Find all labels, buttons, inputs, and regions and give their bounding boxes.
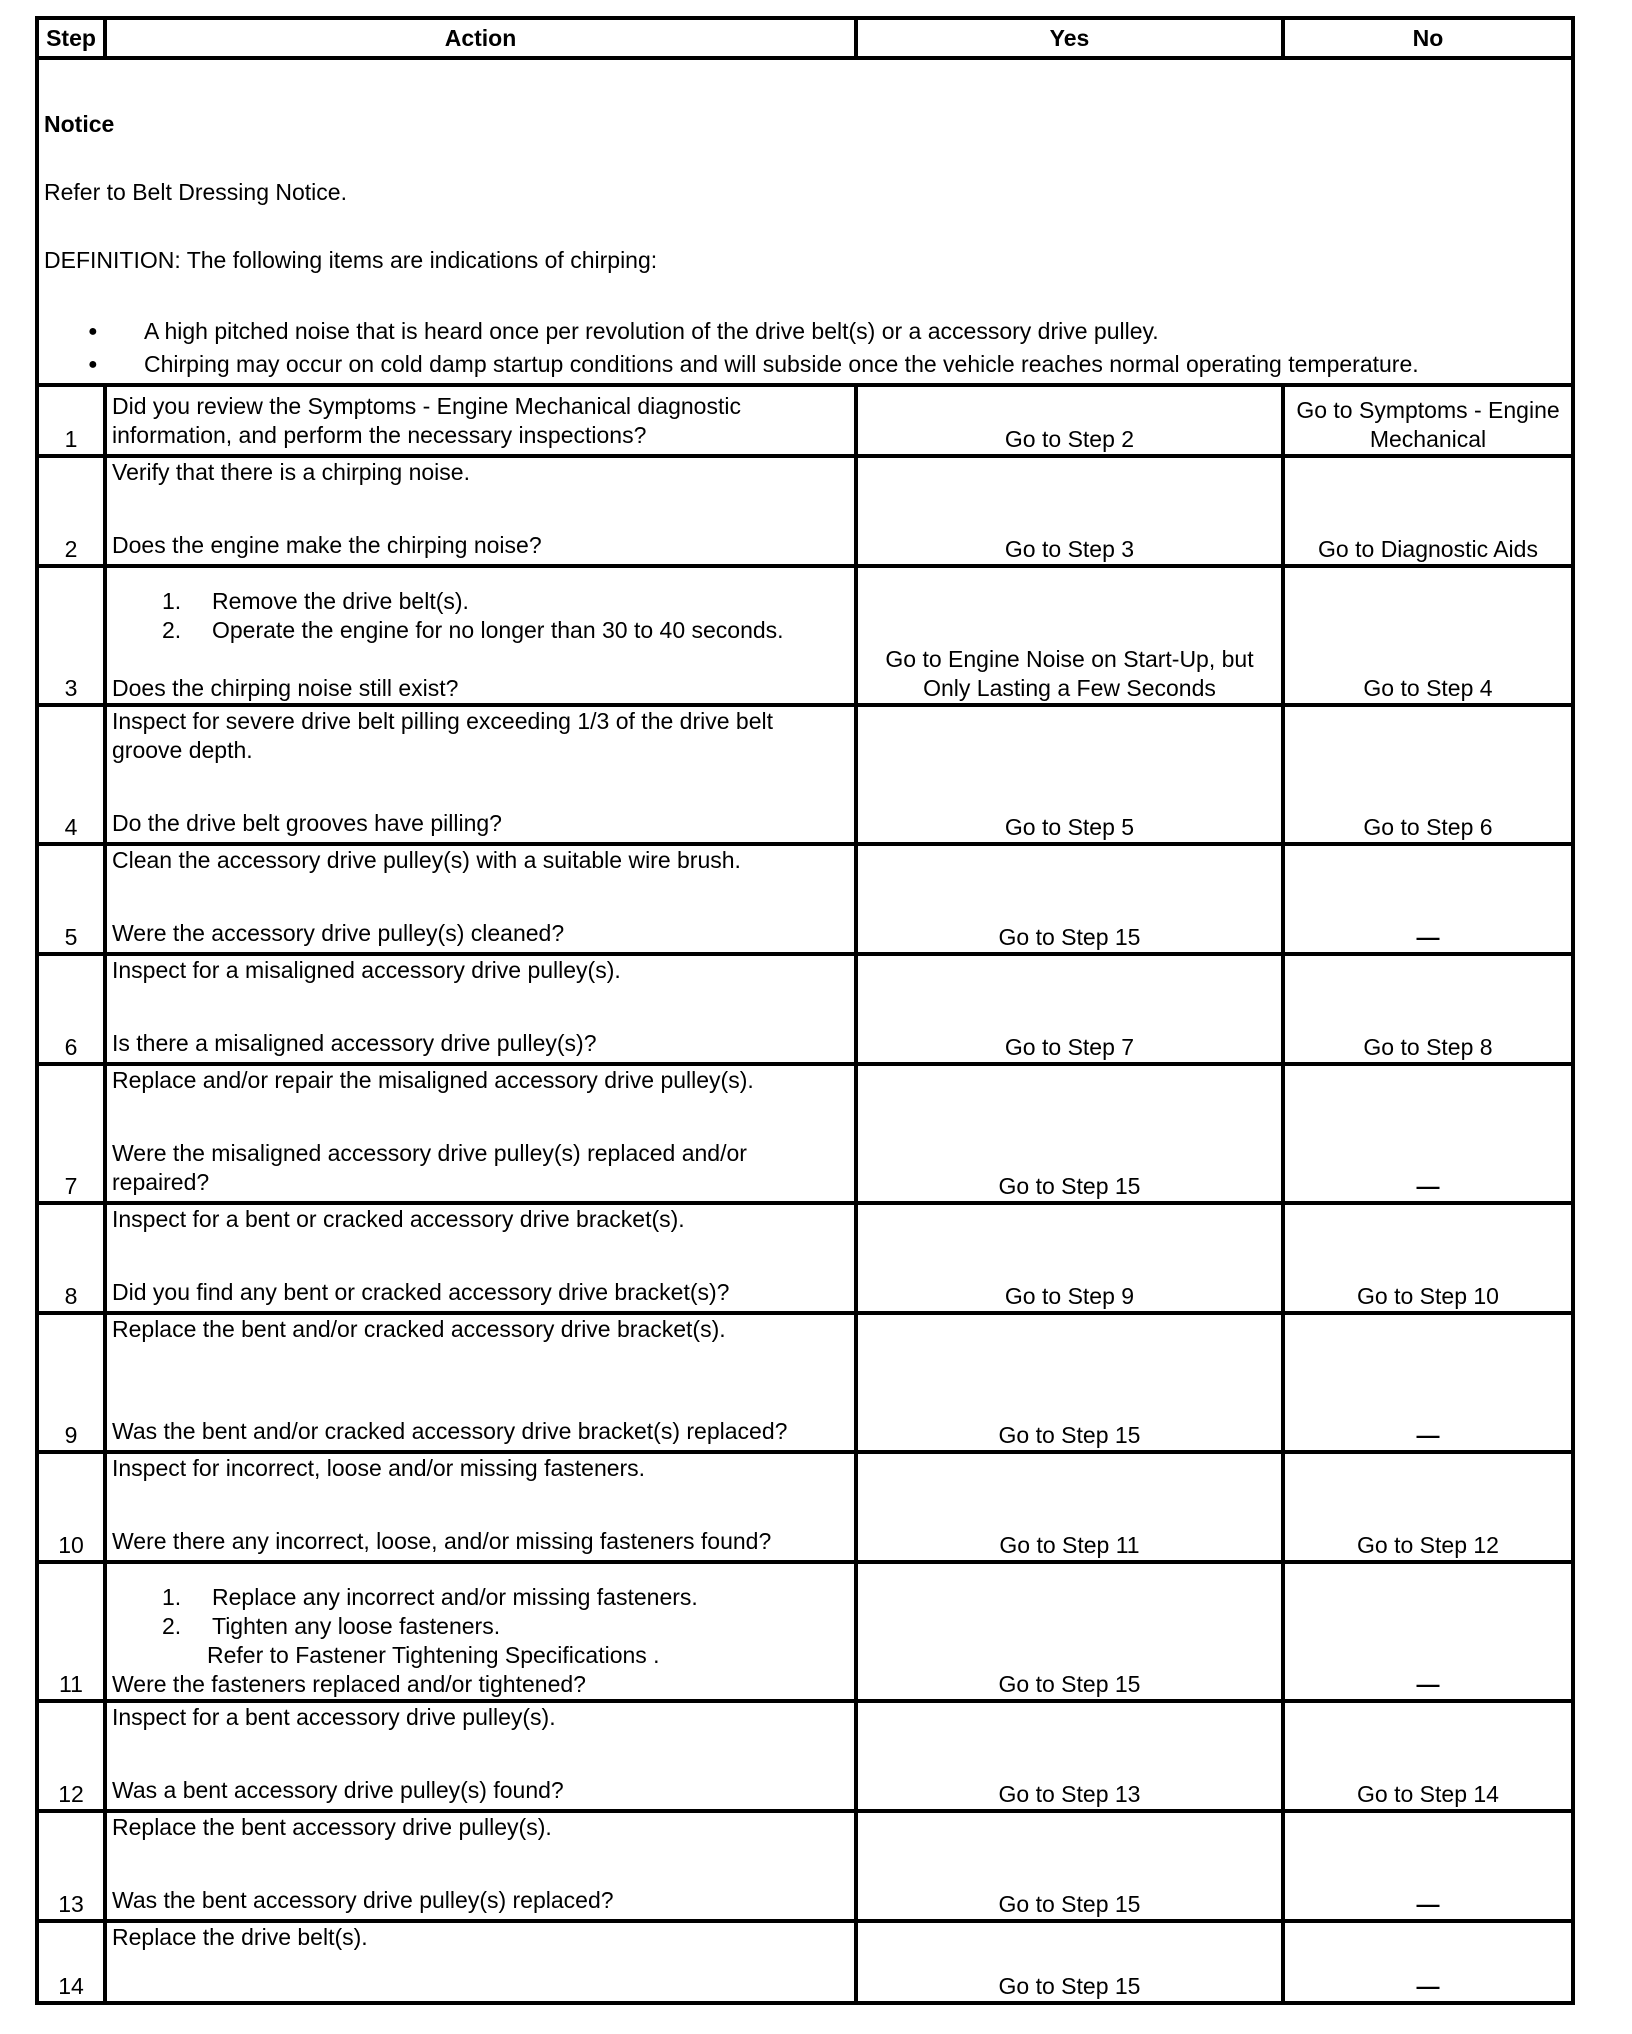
action-question: Was the bent accessory drive pulley(s) replaced? bbox=[112, 1887, 614, 1913]
action-instruction: Replace the bent and/or cracked accessory drive bracket(s). bbox=[112, 1316, 726, 1342]
header-action: Action bbox=[105, 18, 856, 58]
step-number: 4 bbox=[37, 705, 105, 844]
list-text: Tighten any loose fasteners. bbox=[212, 1613, 501, 1639]
step-row bbox=[37, 1064, 1573, 1203]
action-text: Did you review the Symptoms - Engine Mechanical diagnostic information, and perform the necessary inspections? bbox=[112, 392, 741, 448]
yes-result-link[interactable]: Go to Step 15 bbox=[856, 1064, 1283, 1203]
action-list-item bbox=[112, 1583, 849, 1612]
action-list bbox=[112, 587, 849, 645]
notice-bullet-list bbox=[44, 317, 1566, 379]
yes-result-link[interactable]: Go to Step 13 bbox=[856, 1701, 1283, 1811]
action-question: Did you find any bent or cracked accessory drive bracket(s)? bbox=[112, 1279, 730, 1305]
action-question: Was a bent accessory drive pulley(s) found? bbox=[112, 1777, 564, 1803]
step-action bbox=[105, 385, 856, 456]
action-wrap bbox=[112, 1703, 849, 1805]
action-wrap bbox=[112, 956, 849, 1058]
list-text: Operate the engine for no longer than 30 to 40 seconds. bbox=[212, 617, 784, 643]
no-result-none: — bbox=[1283, 1921, 1573, 2003]
action-wrap bbox=[112, 1454, 849, 1556]
notice-bullet: ● Chirping may occur on cold damp startup conditions and will subside once the vehicle reaches normal operating temperature. bbox=[88, 350, 1566, 379]
notice-row bbox=[37, 58, 1573, 385]
no-result-none: — bbox=[1283, 844, 1573, 954]
list-number: 1. bbox=[162, 1584, 182, 1610]
step-action bbox=[105, 1452, 856, 1562]
no-result-link[interactable]: Go to Step 8 bbox=[1283, 954, 1573, 1064]
action-list-item bbox=[112, 1612, 849, 1641]
action-wrap bbox=[112, 1315, 849, 1446]
step-row bbox=[37, 385, 1573, 456]
step-number: 9 bbox=[37, 1313, 105, 1452]
diagnostic-table bbox=[35, 16, 1575, 2005]
yes-result-link[interactable]: Go to Step 15 bbox=[856, 1562, 1283, 1701]
action-instruction: Replace the drive belt(s). bbox=[112, 1924, 368, 1950]
step-number: 1 bbox=[37, 385, 105, 456]
step-number: 5 bbox=[37, 844, 105, 954]
list-number: 1. bbox=[162, 588, 182, 614]
yes-result-link[interactable]: Go to Step 5 bbox=[856, 705, 1283, 844]
action-list bbox=[112, 1583, 849, 1641]
action-question: Were the fasteners replaced and/or tightened? bbox=[112, 1671, 586, 1697]
yes-result-link[interactable]: Go to Step 2 bbox=[856, 385, 1283, 456]
action-instruction: Inspect for a bent or cracked accessory drive bracket(s). bbox=[112, 1206, 685, 1232]
step-action bbox=[105, 844, 856, 954]
header-step: Step bbox=[37, 18, 105, 58]
no-result-link[interactable]: Go to Step 4 bbox=[1283, 566, 1573, 705]
step-row bbox=[37, 1203, 1573, 1313]
action-wrap bbox=[112, 707, 849, 838]
action-instruction: Inspect for severe drive belt pilling exceeding 1/3 of the drive belt groove depth. bbox=[112, 708, 773, 763]
step-number: 11 bbox=[37, 1562, 105, 1701]
step-action bbox=[105, 1701, 856, 1811]
action-question: Do the drive belt grooves have pilling? bbox=[112, 810, 502, 836]
notice-title: Notice bbox=[44, 111, 115, 137]
step-row bbox=[37, 1921, 1573, 2003]
step-row bbox=[37, 844, 1573, 954]
no-result-none: — bbox=[1283, 1313, 1573, 1452]
action-instruction: Inspect for a misaligned accessory drive pulley(s). bbox=[112, 957, 621, 983]
yes-result-link[interactable]: Go to Engine Noise on Start-Up, but Only Lasting a Few Seconds bbox=[856, 566, 1283, 705]
step-row bbox=[37, 566, 1573, 705]
list-number: 2. bbox=[162, 617, 182, 643]
action-instruction: Replace and/or repair the misaligned accessory drive pulley(s). bbox=[112, 1067, 754, 1093]
step-number: 10 bbox=[37, 1452, 105, 1562]
step-action bbox=[105, 1811, 856, 1921]
step-action bbox=[105, 1562, 856, 1701]
action-instruction: Inspect for a bent accessory drive pulley(s). bbox=[112, 1704, 556, 1730]
no-result-link[interactable]: Go to Diagnostic Aids bbox=[1283, 456, 1573, 566]
no-result-link[interactable]: Go to Step 10 bbox=[1283, 1203, 1573, 1313]
step-row bbox=[37, 1811, 1573, 1921]
step-number: 3 bbox=[37, 566, 105, 705]
yes-result-link[interactable]: Go to Step 11 bbox=[856, 1452, 1283, 1562]
step-action bbox=[105, 1921, 856, 2003]
action-instruction: Verify that there is a chirping noise. bbox=[112, 459, 470, 485]
step-action bbox=[105, 1313, 856, 1452]
step-row bbox=[37, 1562, 1573, 1701]
action-list-item bbox=[112, 587, 849, 616]
step-action bbox=[105, 456, 856, 566]
yes-result-link[interactable]: Go to Step 15 bbox=[856, 1313, 1283, 1452]
yes-result-link[interactable]: Go to Step 7 bbox=[856, 954, 1283, 1064]
action-wrap bbox=[112, 1066, 849, 1197]
header-yes: Yes bbox=[856, 18, 1283, 58]
step-action bbox=[105, 566, 856, 705]
no-result-link[interactable]: Go to Step 12 bbox=[1283, 1452, 1573, 1562]
notice-cell bbox=[37, 58, 1573, 385]
no-result-link[interactable]: Go to Step 6 bbox=[1283, 705, 1573, 844]
spacer bbox=[112, 645, 849, 674]
refer-link[interactable]: Refer to Fastener Tightening Specifications . bbox=[207, 1642, 660, 1668]
step-action bbox=[105, 1064, 856, 1203]
step-rows bbox=[37, 385, 1573, 2003]
step-row bbox=[37, 1701, 1573, 1811]
step-number: 7 bbox=[37, 1064, 105, 1203]
yes-result-link[interactable]: Go to Step 3 bbox=[856, 456, 1283, 566]
header-no: No bbox=[1283, 18, 1573, 58]
yes-result-link[interactable]: Go to Step 15 bbox=[856, 844, 1283, 954]
action-question: Does the chirping noise still exist? bbox=[112, 675, 459, 701]
list-number: 2. bbox=[162, 1613, 182, 1639]
notice-definition: DEFINITION: The following items are indications of chirping: bbox=[44, 247, 658, 273]
action-question: Were there any incorrect, loose, and/or missing fasteners found? bbox=[112, 1528, 772, 1554]
action-question: Is there a misaligned accessory drive pulley(s)? bbox=[112, 1030, 597, 1056]
action-wrap bbox=[112, 458, 849, 560]
step-row bbox=[37, 456, 1573, 566]
step-row bbox=[37, 705, 1573, 844]
action-instruction: Inspect for incorrect, loose and/or missing fasteners. bbox=[112, 1455, 646, 1481]
no-result-none: — bbox=[1283, 1811, 1573, 1921]
action-wrap bbox=[112, 1923, 849, 1997]
step-number: 6 bbox=[37, 954, 105, 1064]
header-row bbox=[37, 18, 1573, 58]
no-result-none: — bbox=[1283, 1562, 1573, 1701]
action-wrap bbox=[112, 1813, 849, 1915]
action-instruction: Replace the bent accessory drive pulley(s). bbox=[112, 1814, 552, 1840]
no-result-none: — bbox=[1283, 1064, 1573, 1203]
yes-result-link[interactable]: Go to Step 15 bbox=[856, 1921, 1283, 2003]
action-instruction: Clean the accessory drive pulley(s) with a suitable wire brush. bbox=[112, 847, 741, 873]
step-number: 13 bbox=[37, 1811, 105, 1921]
notice-refer-link[interactable]: Refer to Belt Dressing Notice. bbox=[44, 179, 347, 205]
action-question: Were the misaligned accessory drive pulley(s) replaced and/or repaired? bbox=[112, 1140, 747, 1195]
action-question: Was the bent and/or cracked accessory drive bracket(s) replaced? bbox=[112, 1418, 788, 1444]
step-action bbox=[105, 954, 856, 1064]
no-result-link[interactable]: Go to Symptoms - Engine Mechanical bbox=[1283, 385, 1573, 456]
action-list-item bbox=[112, 616, 849, 645]
list-text: Replace any incorrect and/or missing fasteners. bbox=[212, 1584, 698, 1610]
step-number: 14 bbox=[37, 1921, 105, 2003]
step-action bbox=[105, 705, 856, 844]
notice-bullet: ● A high pitched noise that is heard once per revolution of the drive belt(s) or a accessory drive pulley. bbox=[88, 317, 1566, 346]
step-row bbox=[37, 954, 1573, 1064]
step-row bbox=[37, 1452, 1573, 1562]
yes-result-link[interactable]: Go to Step 15 bbox=[856, 1811, 1283, 1921]
step-action bbox=[105, 1203, 856, 1313]
action-question: Were the accessory drive pulley(s) cleaned? bbox=[112, 920, 565, 946]
step-row bbox=[37, 1313, 1573, 1452]
action-wrap bbox=[112, 846, 849, 948]
action-question: Does the engine make the chirping noise? bbox=[112, 532, 542, 558]
yes-result-link[interactable]: Go to Step 9 bbox=[856, 1203, 1283, 1313]
step-number: 2 bbox=[37, 456, 105, 566]
list-text: Remove the drive belt(s). bbox=[212, 588, 469, 614]
step-number: 12 bbox=[37, 1701, 105, 1811]
step-number: 8 bbox=[37, 1203, 105, 1313]
action-wrap bbox=[112, 1205, 849, 1307]
no-result-link[interactable]: Go to Step 14 bbox=[1283, 1701, 1573, 1811]
